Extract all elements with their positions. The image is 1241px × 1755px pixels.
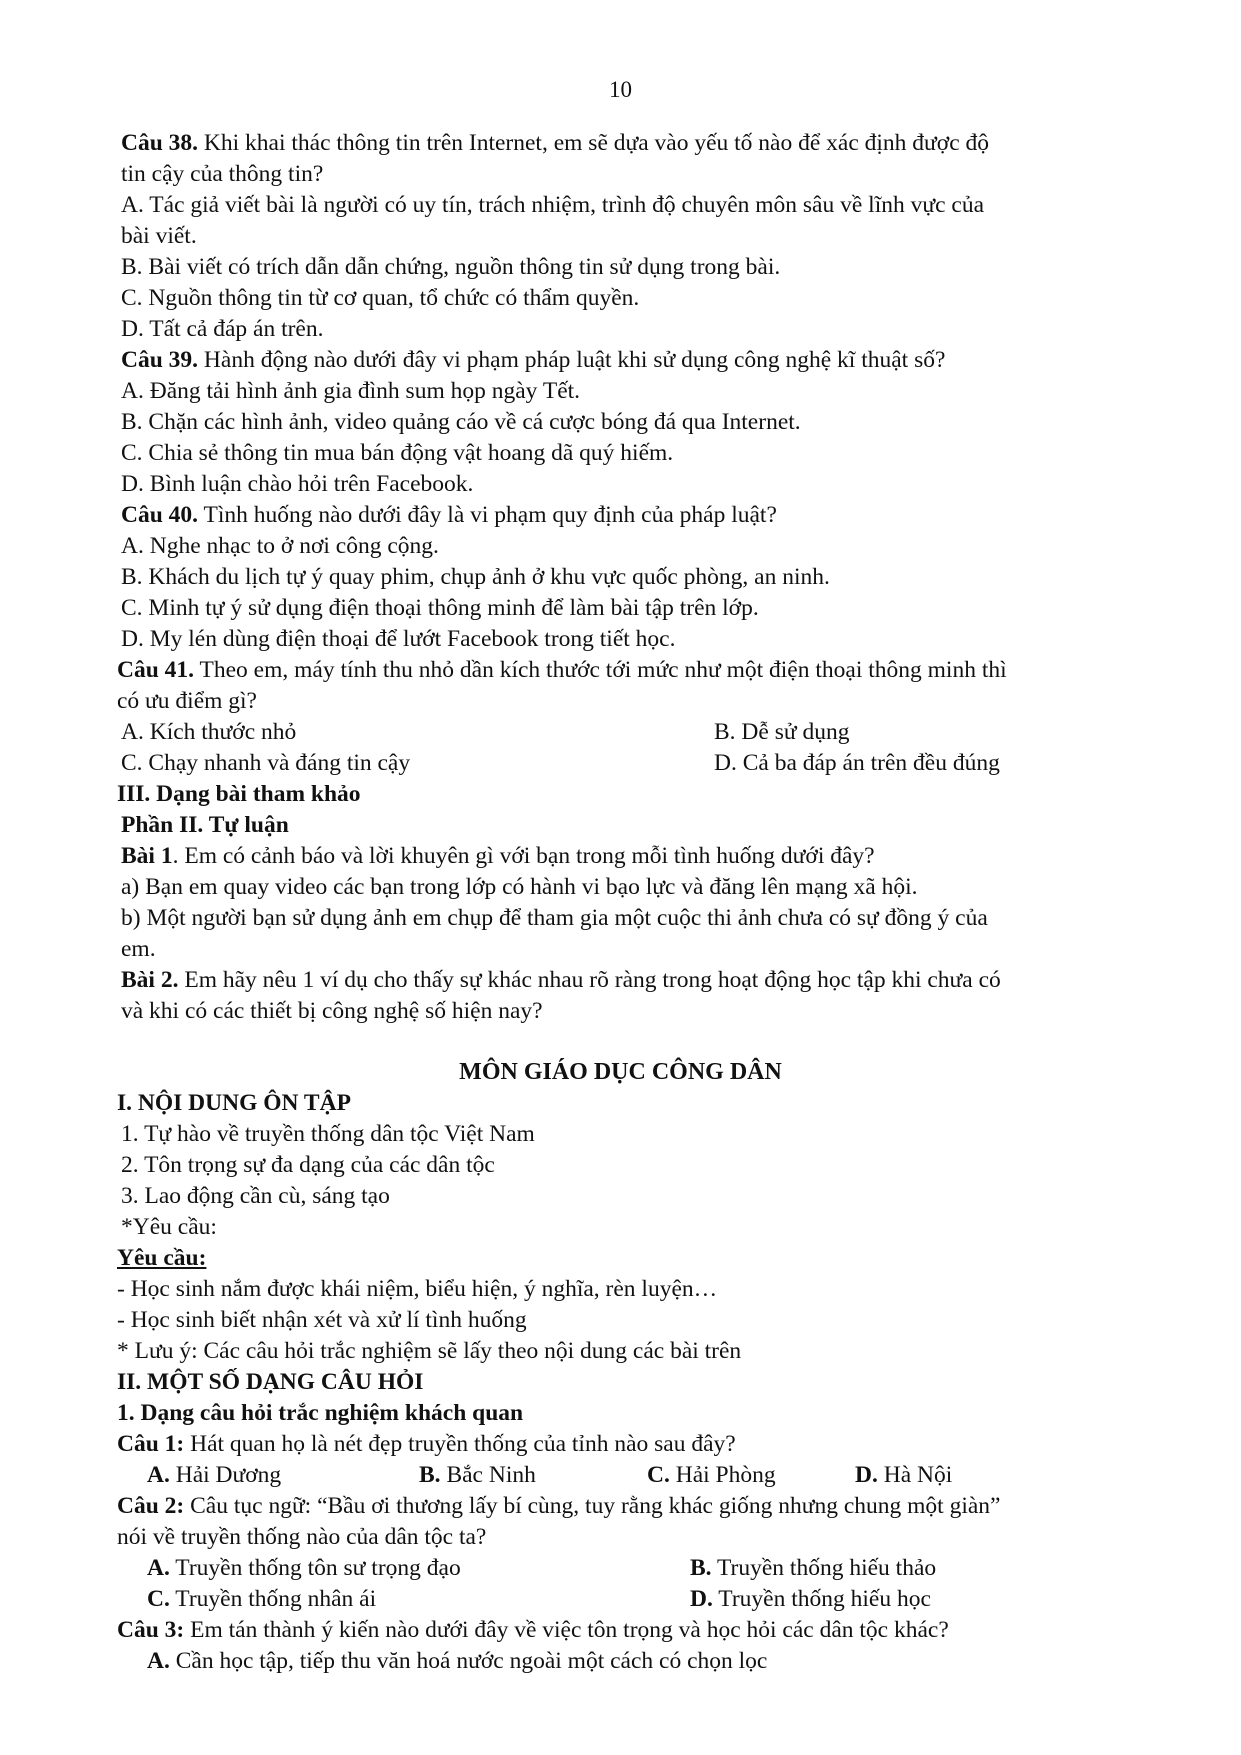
question-41	[117, 655, 1007, 686]
exercise-2	[121, 965, 1001, 996]
question-38	[121, 128, 989, 159]
exercise-label: Bài 2.	[121, 967, 179, 993]
question-label: Câu 38.	[121, 130, 199, 156]
exercise-item-a: a) Bạn em quay video các bạn trong lớp có hành vi bạo lực và đăng lên mạng xã hội.	[121, 874, 918, 900]
exercise-text-cont: và khi có các thiết bị công nghệ số hiện nay?	[121, 998, 543, 1024]
question-text: Em tán thành ý kiến nào dưới đây về việc tôn trọng và học hỏi các dân tộc khác?	[184, 1617, 949, 1643]
option-c	[147, 1584, 376, 1615]
option-d	[855, 1460, 952, 1491]
option-a: A. Tác giả viết bài là người có uy tín, trách nhiệm, trình độ chuyên môn sâu về lĩnh vực của	[121, 192, 985, 218]
requirement-heading: Yêu cầu:	[117, 1245, 207, 1271]
subsection-title: 1. Dạng câu hỏi trắc nghiệm khách quan	[117, 1400, 524, 1426]
option-c: C. Nguồn thông tin từ cơ quan, tổ chức có thẩm quyền.	[121, 285, 640, 311]
option-c: C. Chia sẻ thông tin mua bán động vật hoang dã quý hiếm.	[121, 440, 674, 466]
question-text-cont: tin cậy của thông tin?	[121, 161, 324, 187]
option-text: Hải Dương	[169, 1462, 282, 1488]
option-d: D. Tất cả đáp án trên.	[121, 316, 324, 342]
exercise-item-b-cont: em.	[121, 936, 156, 962]
option-a: A. Đăng tải hình ảnh gia đình sum họp ngày Tết.	[121, 378, 581, 404]
page-number: 10	[609, 77, 632, 102]
content-item-3: 3. Lao động cần cù, sáng tạo	[121, 1183, 390, 1209]
option-c: C. Minh tự ý sử dụng điện thoại thông minh để làm bài tập trên lớp.	[121, 595, 759, 621]
question-label: Câu 41.	[117, 657, 195, 683]
option-d: D. My lén dùng điện thoại để lướt Facebook trong tiết học.	[121, 626, 676, 652]
question-label: Câu 1:	[117, 1431, 185, 1457]
question-text: Theo em, máy tính thu nhỏ dần kích thước tới mức như một điện thoại thông minh thì	[194, 657, 1007, 683]
requirement-item-2: - Học sinh biết nhận xét và xử lí tình huống	[117, 1307, 527, 1333]
option-label: D.	[690, 1586, 713, 1612]
option-text: Truyền thống hiếu thảo	[711, 1555, 937, 1581]
question-text-cont: nói về truyền thống nào của dân tộc ta?	[117, 1524, 487, 1550]
requirement-item-1: - Học sinh nắm được khái niệm, biểu hiện, ý nghĩa, rèn luyện…	[117, 1276, 718, 1302]
option-label: C.	[647, 1462, 670, 1488]
option-text: Bắc Ninh	[440, 1462, 536, 1488]
exercise-item-b: b) Một người bạn sử dụng ảnh em chụp để tham gia một cuộc thi ảnh chưa có sự đồng ý của	[121, 905, 988, 931]
question-1	[117, 1429, 736, 1460]
option-text: Truyền thống tôn sư trọng đạo	[169, 1555, 461, 1581]
question-text: Khi khai thác thông tin trên Internet, em sẽ dựa vào yếu tố nào để xác định được độ	[198, 130, 990, 156]
option-text: Truyền thống hiếu học	[712, 1586, 931, 1612]
option-a	[147, 1460, 281, 1491]
option-label: B.	[419, 1462, 441, 1488]
section-title: III. Dạng bài tham khảo	[117, 781, 361, 807]
question-text: Tình huống nào dưới đây là vi phạm quy định của pháp luật?	[198, 502, 777, 528]
option-text: Truyền thống nhân ái	[169, 1586, 377, 1612]
option-label: D.	[855, 1462, 878, 1488]
option-a	[147, 1646, 767, 1677]
option-label: C.	[147, 1586, 170, 1612]
exercise-text: Em hãy nêu 1 ví dụ cho thấy sự khác nhau rõ ràng trong hoạt động học tập khi chưa có	[178, 967, 1001, 993]
option-a: A. Nghe nhạc to ở nơi công cộng.	[121, 533, 439, 559]
option-d	[690, 1584, 931, 1615]
option-label: A.	[147, 1462, 170, 1488]
question-39	[121, 345, 945, 376]
content-item-1: 1. Tự hào về truyền thống dân tộc Việt Nam	[121, 1121, 535, 1147]
option-label: B.	[690, 1555, 712, 1581]
exercise-1	[121, 841, 875, 872]
option-b	[690, 1553, 936, 1584]
exercise-text: . Em có cảnh báo và lời khuyên gì với bạn trong mỗi tình huống dưới đây?	[172, 843, 875, 869]
option-b	[419, 1460, 536, 1491]
question-label: Câu 40.	[121, 502, 199, 528]
option-a	[147, 1553, 461, 1584]
option-b: B. Bài viết có trích dẫn dẫn chứng, nguồn thông tin sử dụng trong bài.	[121, 254, 781, 280]
content-item-2: 2. Tôn trọng sự đa dạng của các dân tộc	[121, 1152, 495, 1178]
option-c: C. Chạy nhanh và đáng tin cậy	[121, 750, 411, 776]
question-label: Câu 39.	[121, 347, 199, 373]
option-label: A.	[147, 1648, 170, 1674]
option-c	[647, 1460, 776, 1491]
question-text: Hành động nào dưới đây vi phạm pháp luật khi sử dụng công nghệ kĩ thuật số?	[198, 347, 946, 373]
option-d: D. Cả ba đáp án trên đều đúng	[714, 750, 1000, 776]
question-text: Câu tục ngữ: “Bầu ơi thương lấy bí cùng, tuy rằng khác giống nhưng chung một giàn”	[184, 1493, 1001, 1519]
section-title: II. MỘT SỐ DẠNG CÂU HỎI	[117, 1369, 424, 1395]
requirement-label: *Yêu cầu:	[121, 1214, 217, 1240]
option-a-cont: bài viết.	[121, 223, 197, 249]
option-b: B. Dễ sử dụng	[714, 719, 850, 745]
question-40	[121, 500, 777, 531]
option-text: Cần học tập, tiếp thu văn hoá nước ngoài một cách có chọn lọc	[169, 1648, 768, 1674]
exercise-label: Bài 1	[121, 843, 173, 869]
question-label: Câu 2:	[117, 1493, 185, 1519]
option-d: D. Bình luận chào hỏi trên Facebook.	[121, 471, 474, 497]
option-label: A.	[147, 1555, 170, 1581]
option-b: B. Chặn các hình ảnh, video quảng cáo về cá cược bóng đá qua Internet.	[121, 409, 801, 435]
option-text: Hải Phòng	[669, 1462, 776, 1488]
question-label: Câu 3:	[117, 1617, 185, 1643]
question-2	[117, 1491, 1000, 1522]
section-title: I. NỘI DUNG ÔN TẬP	[117, 1090, 351, 1116]
option-text: Hà Nội	[877, 1462, 953, 1488]
option-b: B. Khách du lịch tự ý quay phim, chụp ảnh ở khu vực quốc phòng, an ninh.	[121, 564, 830, 590]
question-text-cont: có ưu điểm gì?	[117, 688, 257, 714]
part-title: Phần II. Tự luận	[121, 812, 289, 838]
note: * Lưu ý: Các câu hỏi trắc nghiệm sẽ lấy theo nội dung các bài trên	[117, 1338, 742, 1364]
question-3	[117, 1615, 949, 1646]
option-a: A. Kích thước nhỏ	[121, 719, 297, 745]
question-text: Hát quan họ là nét đẹp truyền thống của tỉnh nào sau đây?	[184, 1431, 736, 1457]
subject-heading: MÔN GIÁO DỤC CÔNG DÂN	[459, 1059, 782, 1085]
